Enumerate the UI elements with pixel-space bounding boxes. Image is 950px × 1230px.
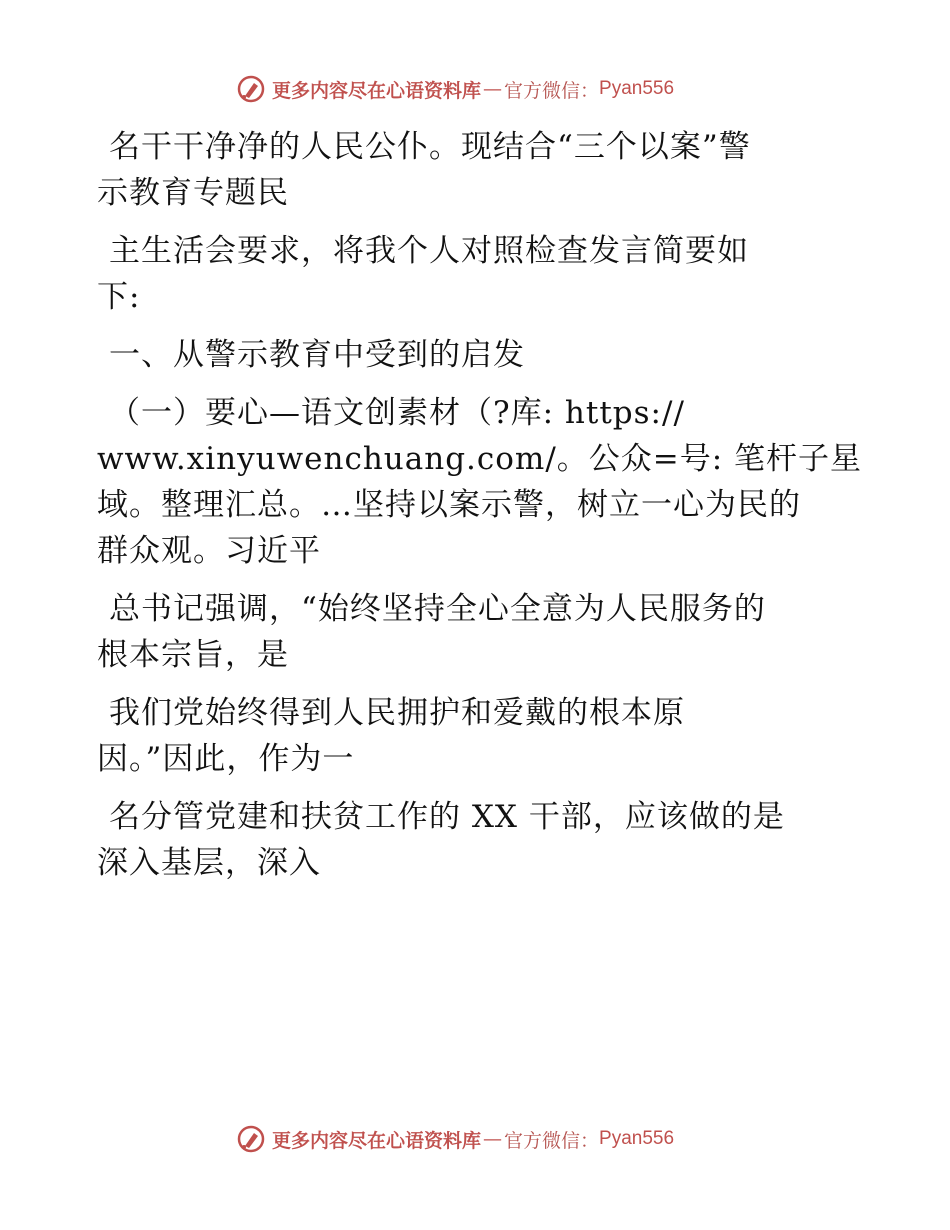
section-heading — [97, 332, 857, 378]
watermark-label: 官方微信： — [504, 79, 600, 102]
footer-watermark — [236, 1122, 674, 1156]
watermark-brand: 更多内容尽在心语资料库 — [272, 79, 482, 102]
text-line: 群众观。习近平 — [97, 533, 321, 569]
text-line: 名干干净净的人民公仆。现结合“三个以案”警 — [109, 129, 751, 165]
text-line: 我们党始终得到人民拥护和爱戴的根本原 — [109, 695, 685, 731]
text-line: 一、从警示教育中受到的启发 — [109, 337, 525, 373]
watermark-wechat-id: Pyan556 — [599, 1128, 675, 1149]
paragraph — [97, 690, 857, 782]
watermark-label: 官方微信： — [504, 1129, 600, 1152]
watermark-dash: — — [483, 78, 503, 100]
text-line: www.xinyuwenchuang.com/。公众=号: 笔杆子星 — [97, 441, 863, 477]
text-line: 下: — [97, 279, 141, 315]
text-line: 示教育专题民 — [97, 175, 289, 211]
text-line: 主生活会要求，将我个人对照检查发言简要如 — [109, 233, 749, 269]
document-body — [97, 124, 863, 898]
watermark-wechat-id: Pyan556 — [599, 78, 675, 99]
paragraph — [97, 124, 857, 216]
text-line: 根本宗旨，是 — [97, 637, 289, 673]
pen-nib-circle-icon — [236, 74, 266, 104]
pen-nib-circle-icon — [236, 1124, 266, 1154]
paragraph — [97, 794, 857, 886]
text-line: 因。”因此，作为一 — [97, 741, 355, 777]
paragraph — [97, 390, 863, 574]
text-line: 深入基层，深入 — [97, 845, 321, 881]
text-line: 域。整理汇总。…坚持以案示警，树立一心为民的 — [97, 487, 801, 523]
header-watermark — [236, 72, 674, 106]
watermark-dash: — — [483, 1128, 503, 1150]
text-line: （一）要心—语文创素材（?库: https:// — [109, 395, 685, 431]
paragraph — [97, 586, 857, 678]
text-line: 名分管党建和扶贫工作的 XX 干部，应该做的是 — [109, 799, 785, 835]
paragraph — [97, 228, 857, 320]
watermark-brand: 更多内容尽在心语资料库 — [272, 1129, 482, 1152]
text-line: 总书记强调，“始终坚持全心全意为人民服务的 — [109, 591, 766, 627]
